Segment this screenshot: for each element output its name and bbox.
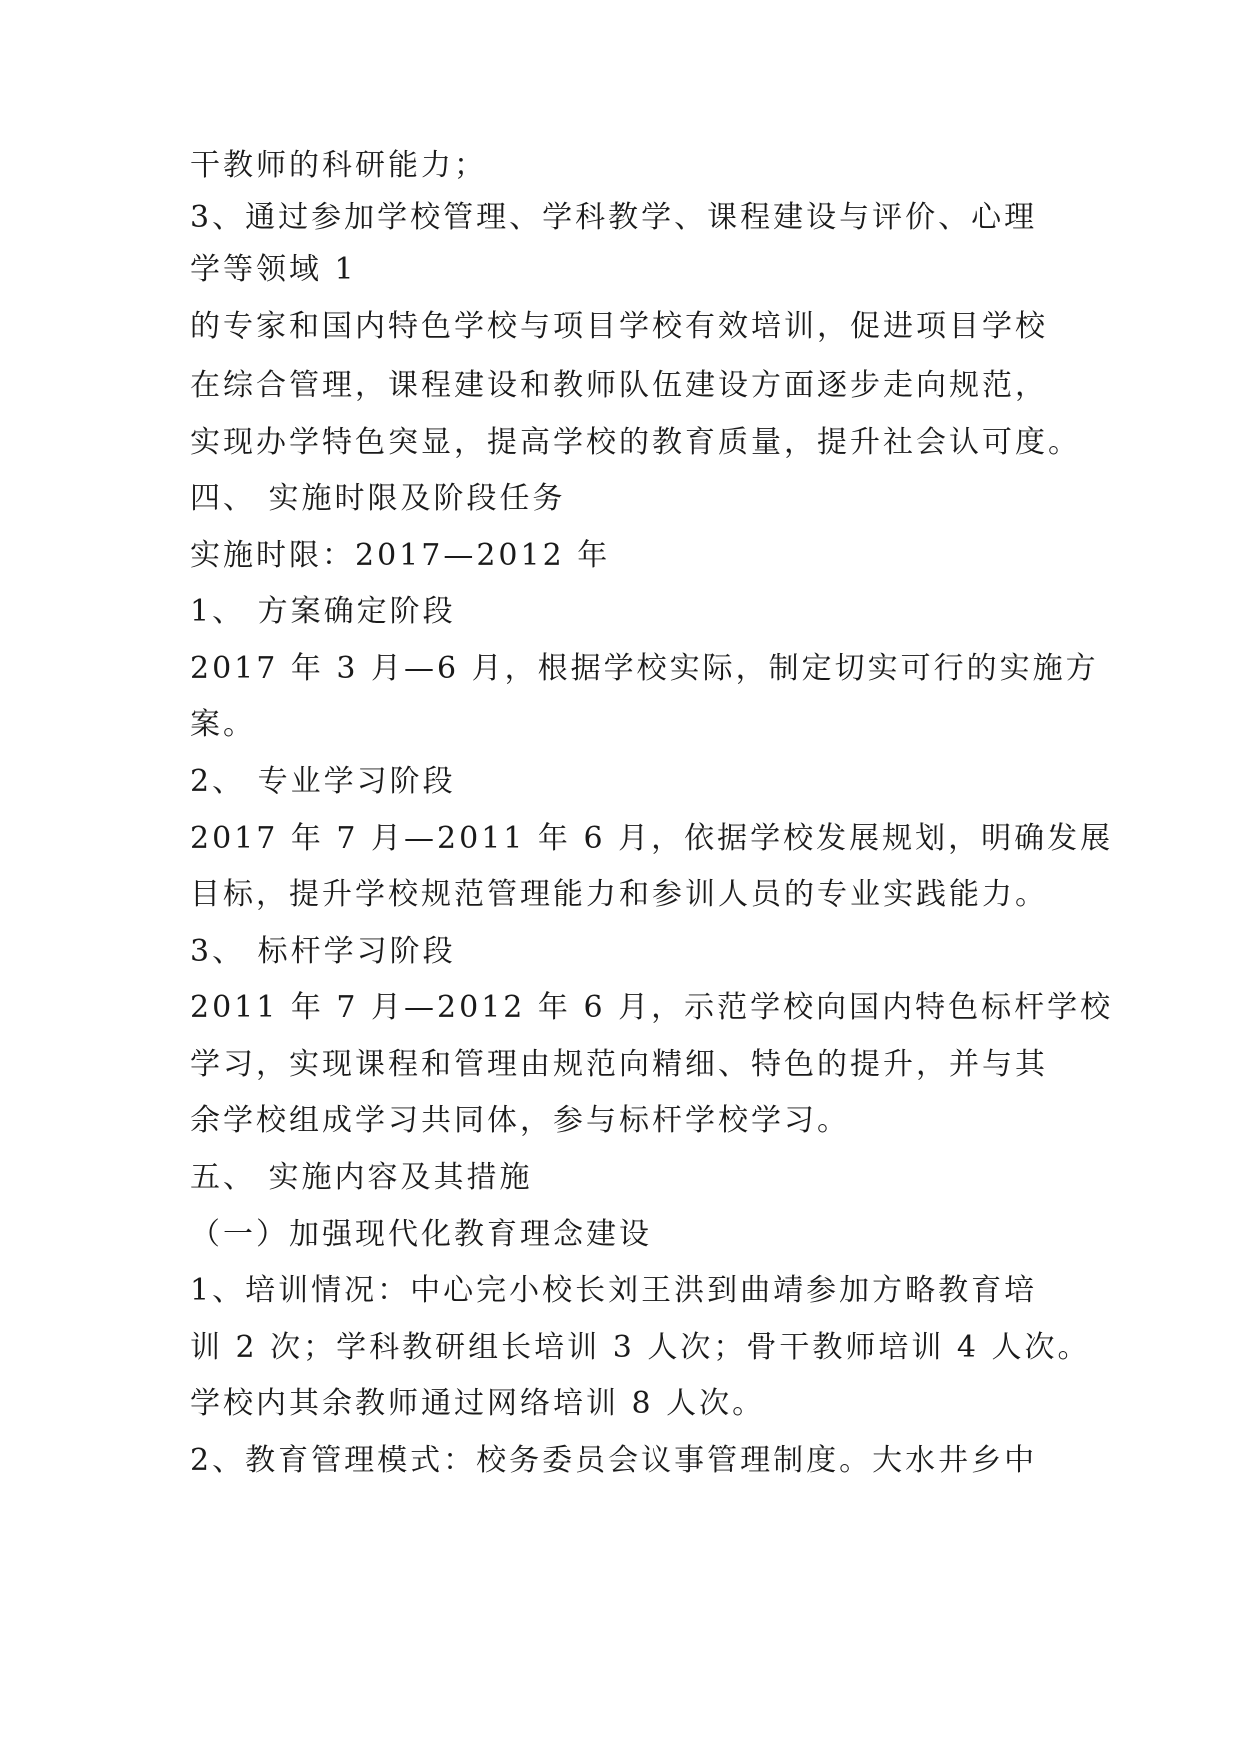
text-line: 2011 年 7 月—2012 年 6 月，示范学校向国内特色标杆学校 bbox=[190, 990, 1114, 1025]
text-line: 学等领域 1 bbox=[190, 252, 357, 287]
text-line: 实施时限：2017—2012 年 bbox=[190, 538, 611, 573]
text-line: 学校内其余教师通过网络培训 8 人次。 bbox=[190, 1386, 766, 1421]
text-line: 实现办学特色突显，提高学校的教育质量，提升社会认可度。 bbox=[190, 425, 1081, 460]
section-heading: 五、 实施内容及其措施 bbox=[190, 1160, 533, 1195]
stage-heading: 3、 标杆学习阶段 bbox=[190, 934, 456, 969]
text-line: 在综合管理，课程建设和教师队伍建设方面逐步走向规范， bbox=[190, 368, 1048, 403]
text-line: 余学校组成学习共同体，参与标杆学校学习。 bbox=[190, 1103, 850, 1138]
text-line: 干教师的科研能力； bbox=[190, 148, 487, 183]
text-line: 学习，实现课程和管理由规范向精细、特色的提升，并与其 bbox=[190, 1047, 1048, 1082]
text-line: 2017 年 3 月—6 月，根据学校实际，制定切实可行的实施方 bbox=[190, 651, 1099, 686]
text-line: 2017 年 7 月—2011 年 6 月，依据学校发展规划，明确发展 bbox=[190, 821, 1114, 856]
text-line: 3、通过参加学校管理、学科教学、课程建设与评价、心理 bbox=[190, 200, 1038, 235]
text-line: 训 2 次；学科教研组长培训 3 人次；骨干教师培训 4 人次。 bbox=[190, 1330, 1091, 1365]
text-line: 案。 bbox=[190, 707, 256, 742]
text-line: 1、培训情况：中心完小校长刘王洪到曲靖参加方略教育培 bbox=[190, 1273, 1038, 1308]
text-line: 2、教育管理模式：校务委员会议事管理制度。大水井乡中 bbox=[190, 1443, 1038, 1478]
stage-heading: 2、 专业学习阶段 bbox=[190, 764, 456, 799]
section-heading: 四、 实施时限及阶段任务 bbox=[190, 481, 566, 516]
subsection-heading: （一）加强现代化教育理念建设 bbox=[190, 1217, 652, 1252]
text-line: 的专家和国内特色学校与项目学校有效培训，促进项目学校 bbox=[190, 309, 1048, 344]
stage-heading: 1、 方案确定阶段 bbox=[190, 594, 456, 629]
text-line: 目标，提升学校规范管理能力和参训人员的专业实践能力。 bbox=[190, 877, 1048, 912]
